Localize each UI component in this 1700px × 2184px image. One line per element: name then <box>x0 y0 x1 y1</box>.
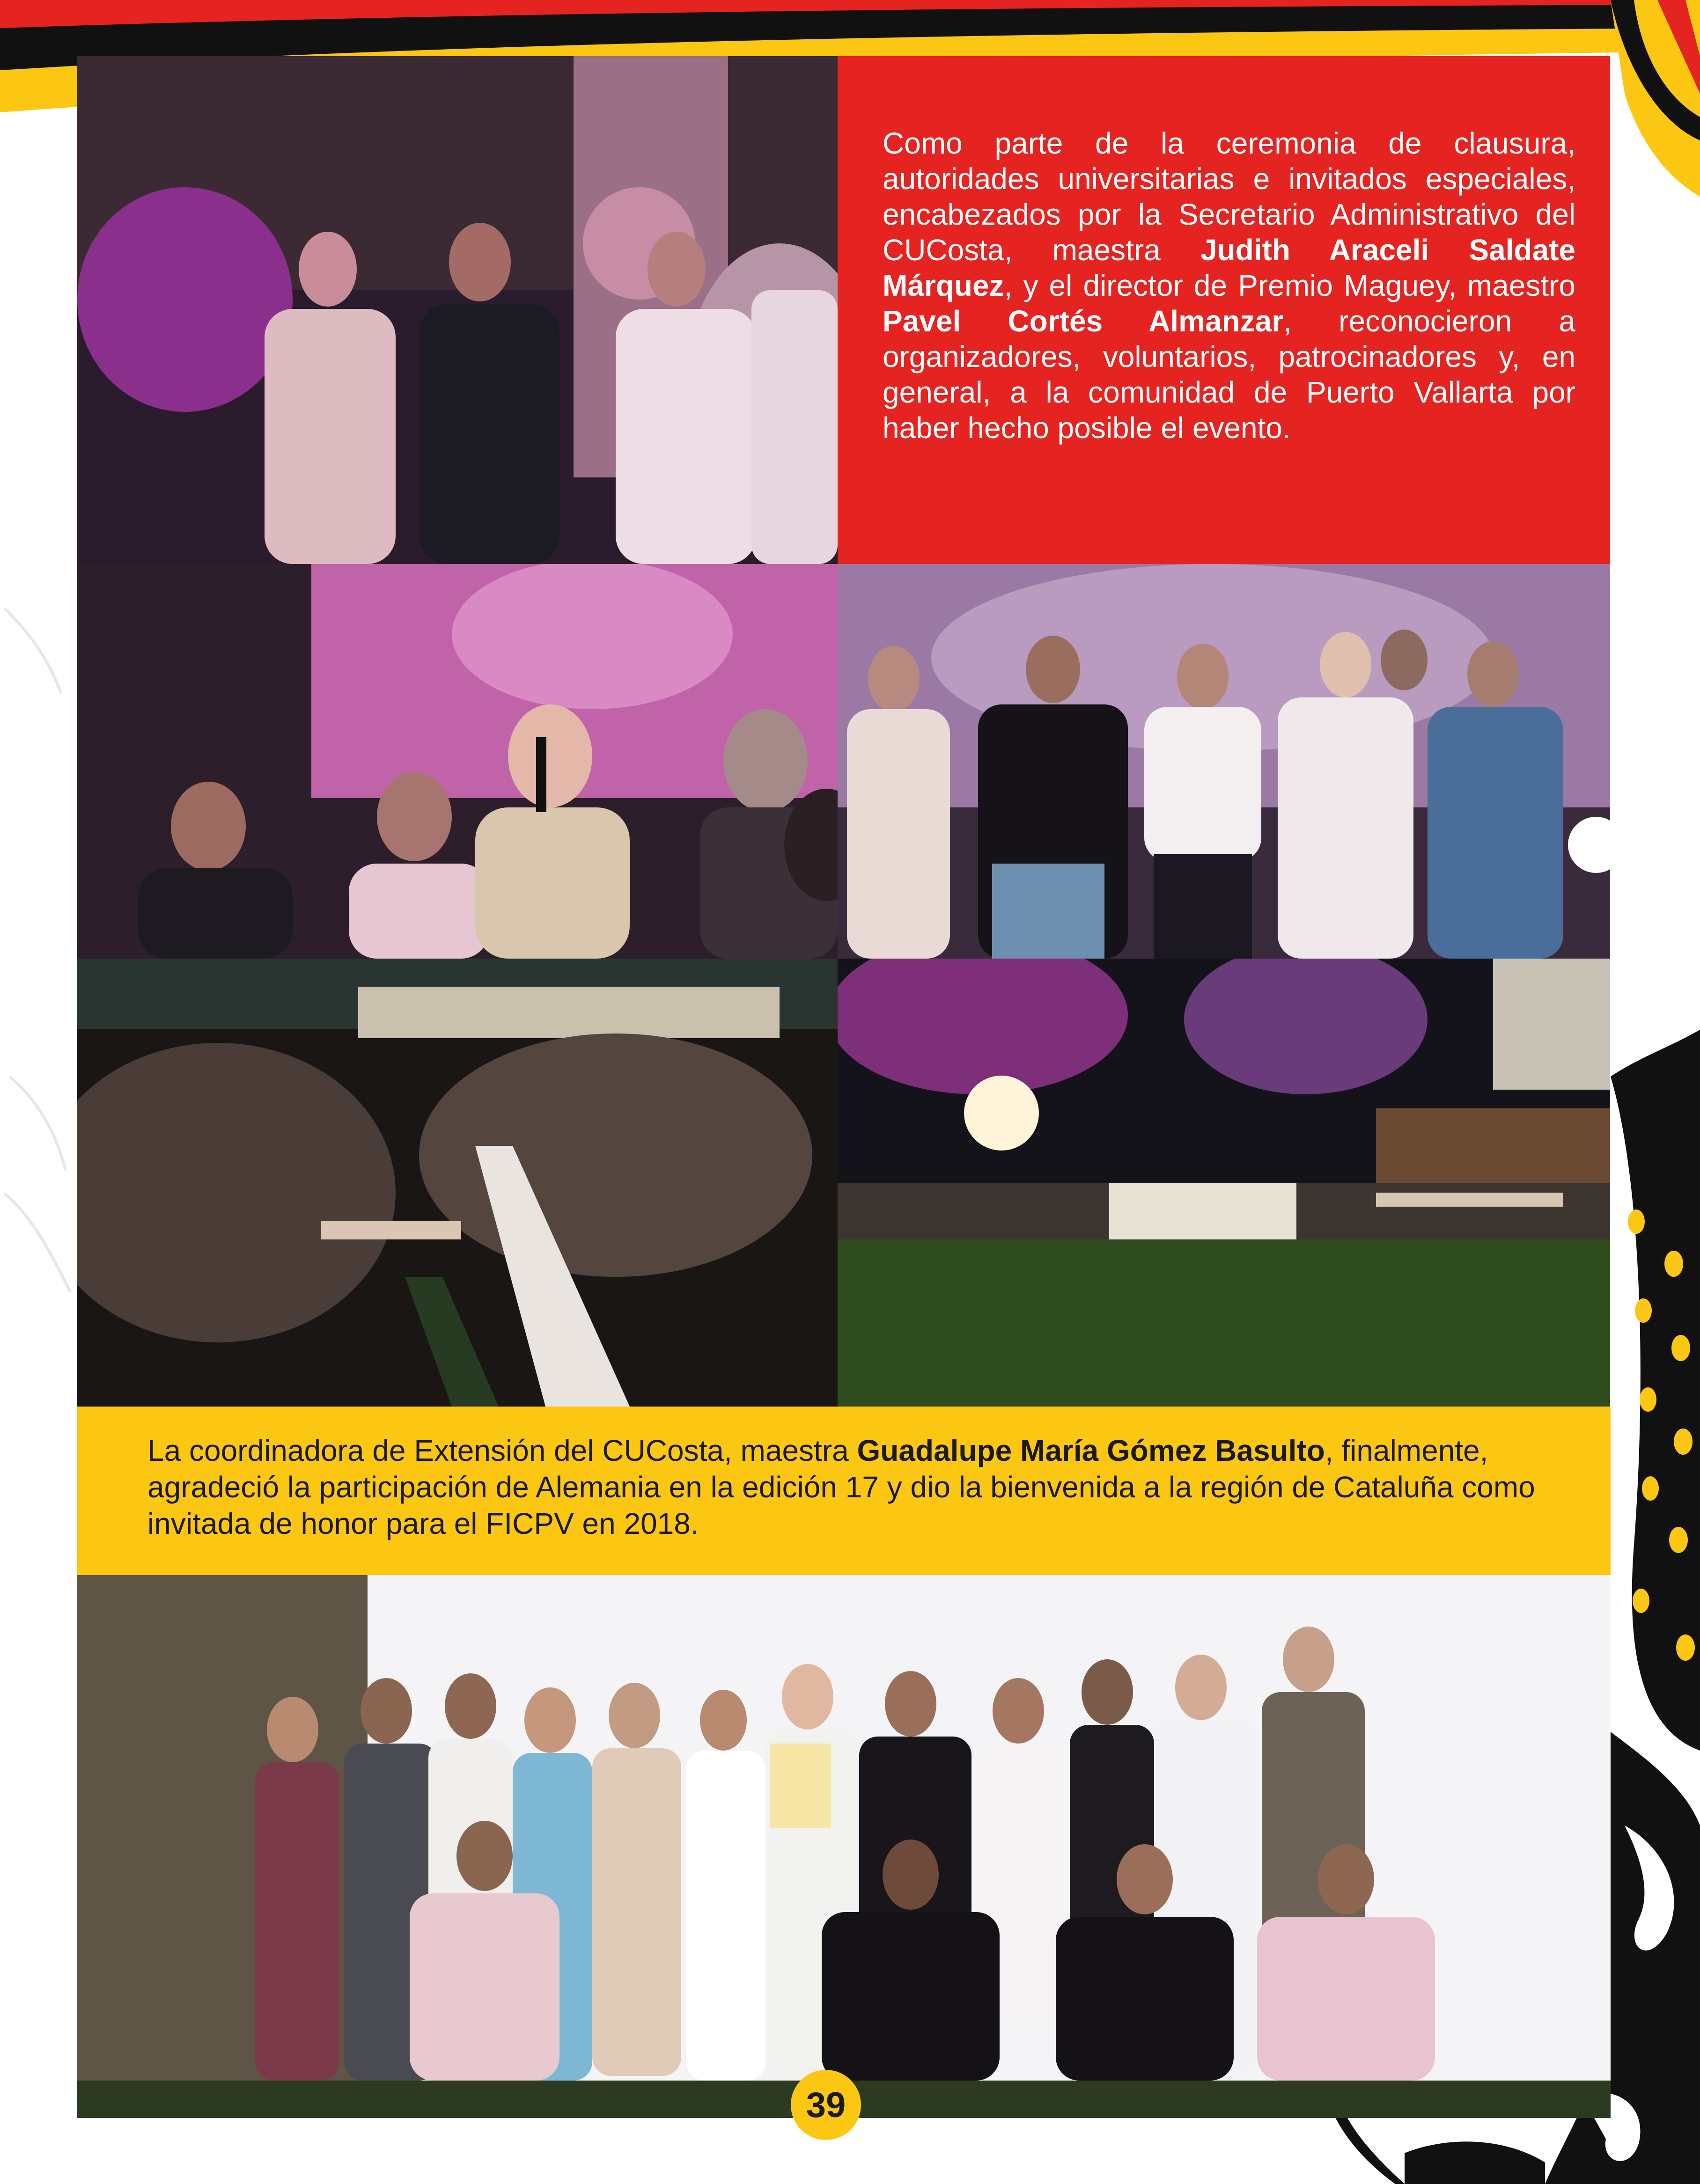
caption-part-1: La coordinadora de Extensión del CUCosta, maestra <box>147 1434 857 1467</box>
intro-part-2: , y el director de Premio Maguey, maestro <box>1004 269 1575 302</box>
page-number: 39 <box>791 2070 861 2140</box>
intro-name-1: Judith Araceli Saldate Márquez <box>883 233 1575 302</box>
bottom-black-shape <box>1405 2141 1545 2184</box>
caption-name: Guadalupe María Gómez Basulto <box>857 1434 1325 1467</box>
bottom-black-line <box>1334 2111 1405 2184</box>
intro-name-2: Pavel Cortés Almanzar <box>883 304 1284 338</box>
photo-ceremony-guests <box>77 56 838 564</box>
photo-garden-night <box>838 959 1610 1407</box>
caption-paragraph <box>147 1432 1552 1542</box>
left-sketch-lines <box>5 608 70 1292</box>
photo-speaker-microphone <box>77 564 838 959</box>
intro-paragraph <box>883 125 1575 446</box>
photo-audience <box>77 959 838 1407</box>
caption-part-2: , finalmente, agradeció la participación de Alemania en la edición 17 y dio la bienvenida a la región de Cataluña como invitada de honor para el FICPV en 2018. <box>147 1434 1535 1540</box>
intro-part-3: , reconocieron a organizadores, voluntarios, patrocinadores y, en general, a la comunidad de Puerto Vallarta por haber hecho posible el evento. <box>883 304 1575 445</box>
photo-group-portrait <box>77 1575 1611 2118</box>
photo-stage-group <box>838 564 1610 959</box>
intro-part-1: Como parte de la ceremonia de clausura, autoridades universitarias e invitados especiales, encabezados por la Secretario Administrativo del CUCosta, maestra <box>883 126 1575 267</box>
